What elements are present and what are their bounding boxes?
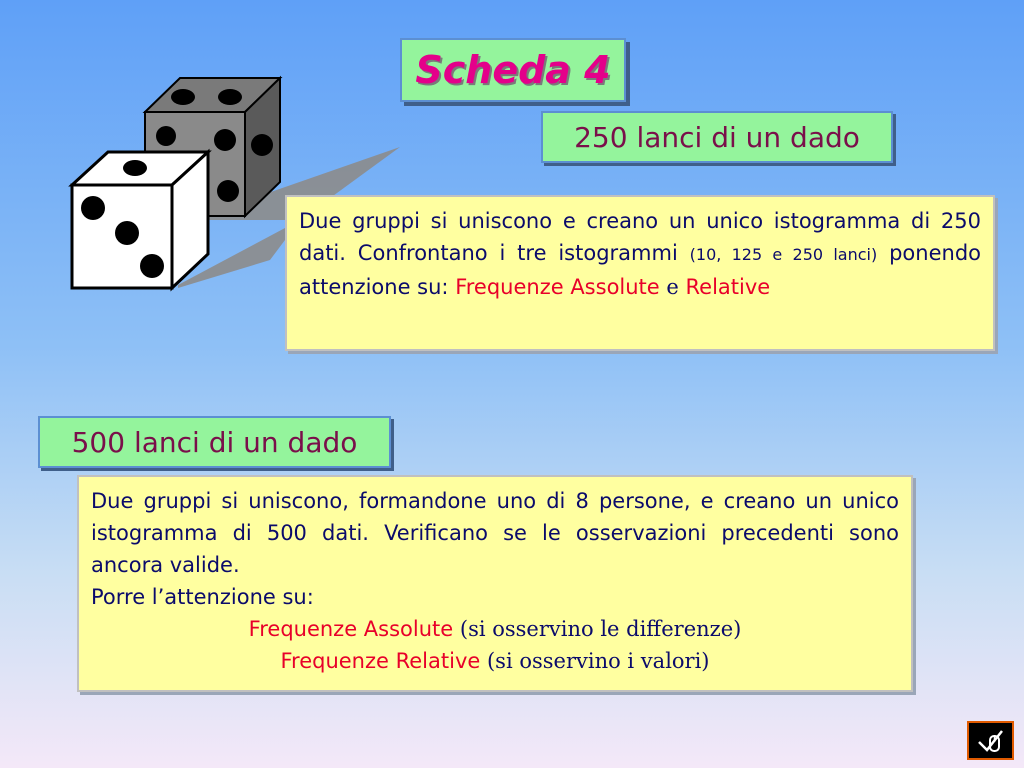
text-box-250 xyxy=(285,195,995,351)
text-250-part-a: Due gruppi si uniscono e creano un unico istogramma di 250 dati. Confrontano i tre istogrammi xyxy=(299,209,981,265)
text-250-small: (10, 125 e 250 lanci) xyxy=(689,245,878,264)
text-500-line1-note: (si osservino le differenze) xyxy=(453,617,742,641)
text-500-paragraph: Due gruppi si uniscono, formandone uno di 8 persone, e creano un unico istogramma di 500 dati. Verificano se le osservazioni precedenti sono ancora valide. xyxy=(91,489,899,577)
text-250-freq-abs: Frequenze Assolute xyxy=(455,275,660,299)
label-250-throws xyxy=(541,111,893,163)
text-box-500 xyxy=(77,475,913,692)
label-250-text: 250 lanci di un dado xyxy=(574,120,860,154)
text-500-line2-red: Frequenze Relative xyxy=(280,649,481,673)
nav-action-button[interactable] xyxy=(967,721,1014,760)
text-500-line1-red: Frequenze Assolute xyxy=(248,617,454,641)
label-500-throws xyxy=(38,416,391,468)
text-500-line2-note: (si osservino i valori) xyxy=(480,649,710,673)
text-500-focus-intro: Porre l’attenzione su: xyxy=(91,585,314,609)
pointer-hand-icon xyxy=(976,726,1006,756)
text-250-conj: e xyxy=(659,275,686,299)
label-500-text: 500 lanci di un dado xyxy=(71,425,358,459)
text-250-part-b: ponendo attenzione su: xyxy=(299,241,981,299)
white-die xyxy=(72,152,208,288)
text-500-line2 xyxy=(91,645,899,677)
slide-title-box xyxy=(400,38,626,102)
slide-title: Scheda 4 xyxy=(415,48,611,92)
text-250-freq-rel: Relative xyxy=(685,275,771,299)
text-500-line1 xyxy=(91,613,899,645)
